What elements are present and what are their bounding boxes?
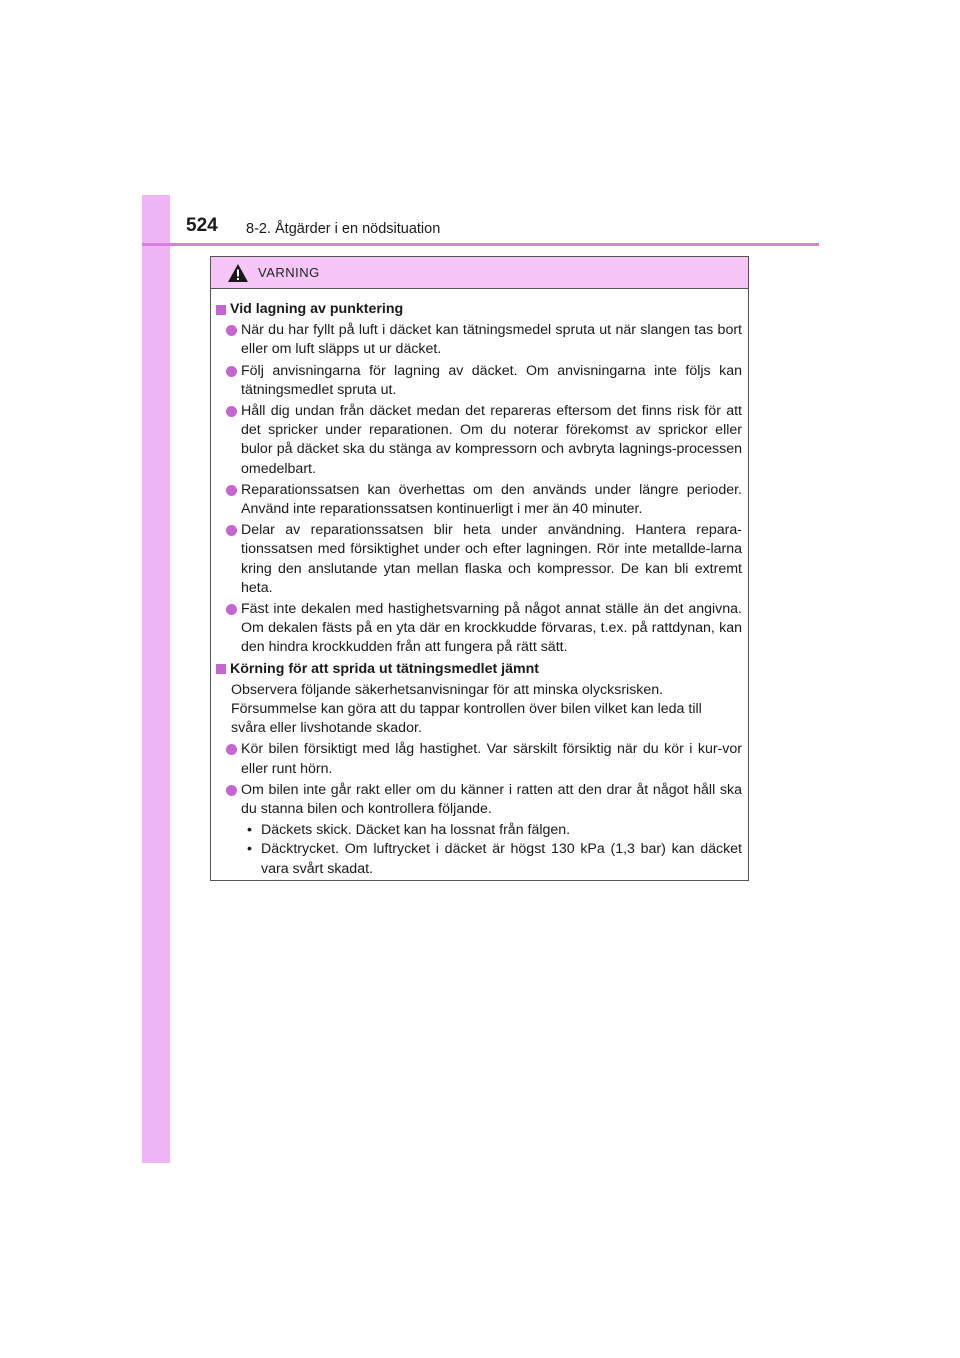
list-item-text: Håll dig undan från däcket medan det repareras eftersom det finns risk för att det spricker under reparationen. Om du noterar förekomst av sprickor eller bulor på däcket ska du stänga av kompressorn och avbryta lagnings-processen omedelbart.: [241, 403, 742, 477]
sub-list-item: [247, 821, 742, 840]
intro-line: Observera följande säkerhetsanvisningar för att minska olycksrisken.: [231, 681, 664, 698]
intro-line: svåra eller livshotande skador.: [231, 720, 422, 737]
sub-list-item-text: Däcktrycket. Om luftrycket i däcket är högst 130 kPa (1,3 bar) kan däcket vara svårt skadat.: [261, 841, 742, 877]
page-number: 524: [186, 215, 218, 236]
intro-line: Försummelse kan göra att du tappar kontrollen över bilen vilket kan leda till: [231, 701, 702, 718]
list-item: [217, 740, 742, 778]
list-item-text: Kör bilen försiktigt med låg hastighet. Var särskilt försiktig när du kör i kur-vor eller runt hörn.: [241, 741, 742, 777]
list-item: [217, 781, 742, 819]
square-bullet-icon: [216, 305, 226, 315]
circle-bullet-icon: [226, 406, 237, 417]
warning-content: [211, 289, 748, 879]
circle-bullet-icon: [226, 366, 237, 377]
square-bullet-icon: [216, 664, 226, 674]
subhead-puncture-repair: [217, 300, 742, 319]
dot-bullet-icon: •: [247, 841, 252, 858]
circle-bullet-icon: [226, 604, 237, 615]
warning-box: [210, 256, 749, 881]
sub-list-item-text: Däckets skick. Däcket kan ha lossnat från fälgen.: [261, 822, 571, 839]
list-item-text: Fäst inte dekalen med hastighetsvarning på något annat ställe än det angivna. Om dekalen fästs på en yta där en krockkudde förvaras, t.ex. på rattdynan, kan den hindra krockkudden från att fungera på rätt sätt.: [241, 601, 742, 656]
sub-list-item: [247, 840, 742, 878]
intro-paragraph: [217, 681, 742, 739]
list-item: [217, 481, 742, 519]
subhead-text: Vid lagning av punktering: [230, 301, 404, 317]
list-item: [217, 402, 742, 479]
list-item-text: När du har fyllt på luft i däcket kan tätningsmedel spruta ut när slangen tas bort eller om luft släpps ut ur däcket.: [241, 322, 742, 358]
subhead-text: Körning för att sprida ut tätningsmedlet jämnt: [230, 660, 539, 677]
circle-bullet-icon: [226, 744, 237, 755]
warning-label: VARNING: [258, 265, 320, 280]
list-item-text: Reparationssatsen kan överhettas om den används under längre perioder. Använd inte reparationssatsen kontinuerligt i mer än 40 minuter.: [241, 481, 742, 518]
list-item: [217, 321, 742, 359]
list-item: [217, 521, 742, 598]
circle-bullet-icon: [226, 485, 237, 496]
list-item-text: Följ anvisningarna för lagning av däcket. Om anvisningarna inte följs kan tätningsmedlet spruta ut.: [241, 362, 742, 398]
circle-bullet-icon: [226, 325, 237, 336]
list-item: [217, 362, 742, 400]
chapter-tab-band: [142, 195, 170, 1163]
circle-bullet-icon: [226, 785, 237, 796]
warning-triangle-icon: [227, 263, 249, 283]
section-title: 8-2. Åtgärder i en nödsituation: [246, 221, 441, 237]
sub-list: [217, 821, 742, 879]
warning-header: [211, 257, 748, 289]
list-item-text: Delar av reparationssatsen blir heta under användning. Hantera repara-tionssatsen med försiktighet under och efter lagningen. Rör inte metallde-larna kring den anslutande ytan mellan flaska och kompressor. De kan bli extremt heta.: [241, 522, 742, 596]
subhead-sealant-driving: [217, 660, 742, 679]
list-item: [217, 600, 742, 658]
list-item-text: Om bilen inte går rakt eller om du känner i ratten att den drar åt något håll ska du stanna bilen och kontrollera följande.: [241, 781, 742, 818]
circle-bullet-icon: [226, 525, 237, 536]
header-rule: [142, 243, 819, 246]
dot-bullet-icon: •: [247, 822, 252, 839]
